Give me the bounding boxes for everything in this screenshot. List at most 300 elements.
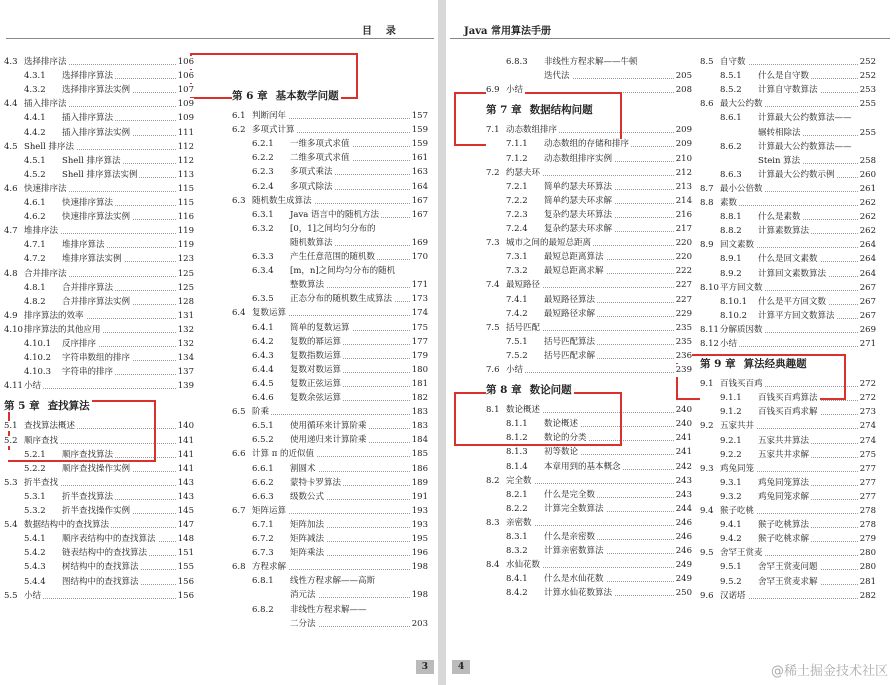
page-number: 3 (416, 660, 434, 674)
toc-entry-title: 最短路径 (506, 280, 541, 291)
toc-entry-number: 8.11 (700, 324, 719, 335)
toc-entry-title: 什么是水仙花数 (544, 574, 604, 585)
toc-entry-number: 4.7.2 (24, 254, 46, 265)
toc-page-number: 191 (411, 491, 428, 502)
toc-entry (232, 463, 428, 476)
toc-entry-number: 8.5.1 (720, 71, 742, 82)
toc-page-number: 235 (675, 322, 692, 333)
toc-entry-number: 4.11 (4, 381, 23, 392)
toc-entry (4, 141, 194, 154)
toc-page-number: 255 (859, 127, 876, 138)
toc-entry-title: 选择排序法 (24, 57, 67, 67)
toc-entry-title: 字符串数组的排序 (62, 353, 131, 364)
toc-entry-number: 8.6.1 (720, 113, 742, 124)
toc-entry-number: 8.4.1 (506, 574, 528, 585)
toc-entry-number: 4.8.1 (24, 282, 46, 293)
toc-page-number: 246 (675, 517, 692, 528)
toc-entry-number: 6.4.6 (252, 393, 274, 403)
toc-entry (232, 519, 428, 532)
toc-entry (4, 380, 194, 393)
toc-entry-number: 9.5 (700, 548, 714, 559)
toc-page-number: 243 (675, 475, 692, 486)
toc-page-number: 182 (411, 393, 428, 403)
toc-entry-title: 查找算法 (47, 400, 90, 413)
toc-entry (4, 310, 194, 323)
toc-entry-title: 百钱买百鸡 (720, 379, 763, 390)
toc-entry-title: 平方回文数 (720, 282, 763, 293)
toc-entry-number: 4.6.1 (24, 198, 46, 208)
toc-entry (4, 84, 194, 97)
toc-entry (486, 279, 692, 292)
toc-entry-number: 7.3.1 (506, 252, 528, 263)
toc-entry-title: Java 语言中的随机方法 (290, 209, 380, 220)
toc-page-number: 147 (177, 520, 194, 531)
toc-page-number: 174 (411, 308, 428, 319)
toc-page-number: 167 (411, 195, 428, 206)
toc-entry (700, 282, 876, 295)
book-gutter (438, 0, 446, 685)
toc-entry-title: 非线性方程求解—— (290, 604, 367, 615)
toc-entry-title: 矩阵加法 (290, 519, 325, 530)
toc-entry-title: 选择排序算法 (62, 71, 114, 82)
toc-page-number: 209 (675, 125, 692, 136)
toc-entry (486, 181, 692, 194)
toc-page-number: 132 (177, 339, 194, 349)
toc-entry-title: 非线性方程求解——牛顿 (544, 57, 638, 67)
toc-entry (232, 237, 428, 250)
toc-entry-title: 插入排序法 (24, 99, 67, 110)
toc-entry-title: 鸡兔同笼求解 (758, 491, 810, 502)
toc-entry (700, 56, 876, 69)
toc-entry-number: 8.4.2 (506, 588, 528, 599)
toc-entry-title: 动态数组的存储和排序 (544, 139, 630, 150)
toc-entry-number: 9.3.1 (720, 477, 742, 488)
toc-entry-title: 数论概述 (544, 419, 579, 430)
toc-entry (4, 477, 194, 490)
toc-entry-title: 合并排序算法 (62, 282, 114, 293)
toc-entry-title: 堆排序法 (24, 226, 59, 237)
toc-entry (232, 420, 428, 433)
toc-entry-title: 一维多项式求值 (290, 139, 350, 150)
toc-entry (486, 56, 692, 69)
toc-entry-title: 数论问题 (529, 384, 572, 397)
toc-page-number: 179 (411, 350, 428, 361)
toc-entry-title: 产生任意范围的随机数 (290, 252, 376, 262)
toc-entry-title: [m，n]之间均匀分布的随机 (290, 266, 396, 277)
toc-entry (700, 463, 876, 476)
toc-entry (486, 517, 692, 530)
toc-entry-title: 数论的分类 (544, 433, 587, 444)
toc-entry-number: 7.2.1 (506, 181, 528, 192)
toc-entry-number: 7.3.2 (506, 266, 528, 277)
toc-page-number: 159 (411, 125, 428, 136)
toc-entry-title: 矩阵乘法 (290, 548, 325, 559)
toc-entry-title: 简单约瑟夫环算法 (544, 181, 613, 192)
toc-entry-title: 消元法 (290, 590, 316, 601)
toc-entry-number: 6.4.1 (252, 322, 274, 333)
toc-entry (232, 491, 428, 504)
toc-entry-number: 第 8 章 (486, 384, 522, 397)
toc-entry-number: 8.9.2 (720, 268, 742, 279)
toc-page-number: 161 (411, 153, 428, 164)
toc-page-number: 156 (177, 576, 194, 587)
toc-entry-title: 顺序查找算法 (62, 449, 114, 460)
toc-entry-number: 9.4.1 (720, 520, 742, 531)
toc-page-number: 115 (177, 198, 194, 208)
toc-page-number: 246 (675, 546, 692, 557)
toc-entry (232, 166, 428, 179)
toc-entry (700, 477, 876, 490)
toc-entry-title: 五家共井算法 (758, 435, 810, 446)
toc-entry-title: 舍罕王赏麦 (720, 548, 763, 559)
toc-entry-number: 6.1 (232, 111, 246, 121)
toc-page-number: 171 (411, 280, 428, 291)
toc-page-number: 212 (675, 167, 692, 178)
toc-entry-number: 6.4.5 (252, 378, 274, 389)
toc-entry-title: 二分法 (290, 618, 316, 629)
toc-entry (486, 489, 692, 502)
toc-entry (486, 237, 692, 250)
toc-entry-title: 二维多项式求值 (290, 153, 350, 164)
toc-entry-title: 字符串的排序 (62, 367, 114, 378)
header-rule (450, 38, 890, 39)
toc-entry (4, 169, 194, 182)
toc-entry (700, 449, 876, 462)
toc-page-number: 267 (859, 310, 876, 321)
header-rule (6, 38, 434, 39)
toc-entry-title: 割圆术 (290, 463, 316, 474)
toc-entry-number: 8.1.4 (506, 461, 528, 472)
toc-page-number: 198 (411, 590, 428, 601)
toc-entry (486, 70, 692, 83)
toc-entry-title: 最短路径求解 (544, 308, 596, 319)
toc-entry (486, 503, 692, 516)
toc-entry-number: 6.4.2 (252, 336, 274, 347)
toc-entry-number: 4.10 (4, 324, 23, 335)
toc-entry-title: 小结 (720, 339, 738, 349)
toc-entry-number: 7.2 (486, 167, 500, 178)
toc-entry (4, 296, 194, 309)
toc-entry-title: 亲密数 (506, 517, 532, 528)
toc-entry-number: 7.5.2 (506, 350, 528, 361)
toc-page-number: 148 (177, 534, 194, 545)
toc-entry-number: 8.8 (700, 198, 714, 208)
toc-page-number: 209 (675, 139, 692, 150)
toc-page-number: 109 (177, 113, 194, 124)
toc-entry (700, 435, 876, 448)
toc-entry-number: 5.2 (4, 435, 18, 446)
toc-entry-number: 6.5 (232, 407, 246, 418)
toc-page-number: 262 (859, 212, 876, 223)
toc-entry-number: 8.3 (486, 517, 500, 528)
toc-entry-number: 6.7.3 (252, 548, 274, 559)
toc-entry-title: 快速排序算法实例 (62, 212, 131, 223)
toc-page-number: 273 (859, 407, 876, 418)
toc-entry (4, 505, 194, 518)
toc-entry (486, 138, 692, 151)
toc-entry-title: 计算最大公约数算法—— (758, 141, 852, 152)
toc-entry (700, 253, 876, 266)
toc-page-number: 262 (859, 198, 876, 208)
toc-page-number: 181 (411, 378, 428, 389)
toc-entry (232, 477, 428, 490)
left-page-header: 目 录 (362, 26, 396, 37)
toc-entry (700, 561, 876, 574)
toc-entry-title: 括号匹配算法 (544, 336, 596, 347)
toc-page-number: 241 (675, 433, 692, 444)
toc-entry-number: 8.4 (486, 560, 500, 571)
right-page (446, 0, 896, 685)
toc-entry (486, 475, 692, 488)
toc-page-number: 274 (859, 421, 876, 432)
toc-entry-number: 4.10.3 (24, 367, 52, 378)
toc-page-number: 106 (177, 71, 194, 82)
toc-entry-title: 折半查找算法 (62, 491, 114, 502)
toc-page-number: 222 (675, 266, 692, 277)
toc-entry-number: 5.3 (4, 477, 18, 488)
toc-entry-title: 猴子吃桃 (720, 506, 755, 516)
toc-entry-number: 9.5.2 (720, 576, 742, 587)
toc-entry (4, 463, 194, 476)
toc-entry-number: 8.7 (700, 183, 714, 194)
toc-page-number: 115 (177, 183, 194, 194)
toc-entry (486, 559, 692, 572)
toc-page-number: 112 (177, 155, 194, 166)
toc-chapter-heading (232, 88, 428, 104)
toc-page-number: 282 (859, 590, 876, 601)
toc-entry (700, 225, 876, 238)
toc-entry-number: 7.1.2 (506, 153, 528, 164)
left-page (0, 0, 438, 685)
toc-entry (700, 406, 876, 419)
toc-entry-number: 8.5 (700, 57, 714, 67)
toc-entry-title: 舍罕王赏麦求解 (758, 576, 818, 587)
toc-entry (700, 310, 876, 323)
toc-entry-title: 什么是亲密数 (544, 532, 596, 542)
toc-page-number: 220 (675, 252, 692, 263)
toc-entry (4, 352, 194, 365)
toc-entry-number: 6.7.1 (252, 519, 274, 530)
toc-entry-title: Shell 排序算法实例 (62, 169, 138, 180)
toc-entry-title: 排序算法的效率 (24, 310, 84, 321)
toc-entry-number: 4.6 (4, 183, 18, 194)
toc-entry (4, 239, 194, 252)
toc-page-number: 189 (411, 477, 428, 488)
toc-page-number: 250 (675, 588, 692, 599)
toc-page-number: 183 (411, 407, 428, 418)
toc-entry-title: 百钱买百鸡算法 (758, 393, 818, 404)
toc-entry-title: 复数指数运算 (290, 350, 342, 361)
toc-entry (232, 279, 428, 292)
toc-entry-number: 6.2 (232, 125, 246, 136)
toc-page-number: 243 (675, 489, 692, 500)
toc-entry-title: 判断闰年 (252, 111, 287, 121)
toc-page-number: 278 (859, 506, 876, 516)
toc-entry-title: 小结 (24, 590, 42, 601)
toc-page-number: 236 (675, 350, 692, 361)
toc-page-number: 227 (675, 280, 692, 291)
toc-page-number: 277 (859, 463, 876, 474)
toc-page-number: 244 (675, 503, 692, 514)
toc-entry-number: 7.1.1 (506, 139, 528, 150)
toc-page-number: 141 (177, 435, 194, 446)
toc-entry-number: 5.2.2 (24, 463, 46, 474)
toc-page-number: 137 (177, 367, 194, 378)
toc-entry (486, 531, 692, 544)
toc-entry (700, 590, 876, 603)
toc-entry (232, 209, 428, 222)
toc-page-number: 240 (675, 405, 692, 416)
toc-entry-title: 汉诺塔 (720, 590, 746, 601)
toc-entry (232, 618, 428, 631)
toc-entry (4, 127, 194, 140)
toc-entry (232, 533, 428, 546)
toc-entry-number: 5.3.1 (24, 491, 46, 502)
toc-entry (232, 406, 428, 419)
toc-entry-title: 合并排序法 (24, 268, 67, 279)
toc-entry-number: 6.6.1 (252, 463, 274, 474)
toc-page-number: 229 (675, 308, 692, 319)
toc-entry (232, 138, 428, 151)
toc-entry (486, 153, 692, 166)
toc-entry (700, 519, 876, 532)
toc-entry-number: 4.5.2 (24, 169, 46, 180)
toc-entry-title: 顺序表结构中的查找算法 (62, 534, 156, 545)
toc-page-number: 107 (177, 85, 194, 96)
toc-entry-number: 6.9 (486, 85, 500, 96)
toc-entry-title: 复杂约瑟夫环算法 (544, 209, 613, 220)
toc-entry (232, 152, 428, 165)
toc-page-number: 255 (859, 99, 876, 110)
toc-entry-number: 7.6 (486, 365, 500, 375)
toc-entry-title: 最小公倍数 (720, 183, 763, 194)
toc-page-number: 145 (177, 506, 194, 516)
toc-chapter-heading (486, 102, 692, 118)
toc-page-number: 277 (859, 477, 876, 488)
toc-entry-number: 6.2.4 (252, 181, 274, 192)
toc-page-number: 275 (859, 449, 876, 460)
toc-entry-title: 树结构中的查找算法 (62, 562, 139, 573)
toc-entry-number: 6.3 (232, 195, 246, 206)
toc-entry (700, 70, 876, 83)
toc-page-number: 163 (411, 167, 428, 178)
toc-entry (232, 604, 428, 617)
toc-entry-number: 7.3 (486, 238, 500, 249)
toc-entry-number: 6.5.1 (252, 421, 274, 432)
toc-entry (700, 141, 876, 154)
toc-entry (700, 197, 876, 210)
toc-entry-title: 堆排序算法实例 (62, 254, 122, 265)
toc-entry-number: 6.3.2 (252, 223, 274, 234)
toc-entry-title: 折半查找 (24, 477, 59, 488)
toc-entry (232, 589, 428, 602)
toc-entry-title: 数据结构问题 (529, 104, 593, 117)
toc-entry-number: 第 5 章 (4, 400, 40, 413)
toc-page-number: 217 (675, 224, 692, 234)
toc-entry-title: 初等数论 (544, 447, 579, 458)
toc-entry (232, 364, 428, 377)
toc-entry-number: 8.9.1 (720, 254, 742, 265)
toc-entry-number: 6.6 (232, 449, 246, 460)
toc-entry-title: 复数正弦运算 (290, 378, 342, 389)
toc-entry-title: 最大公约数 (720, 99, 763, 110)
toc-page-number: 141 (177, 449, 194, 460)
toc-page-number: 272 (859, 393, 876, 404)
toc-entry-title: 动态数组排序实例 (544, 153, 613, 164)
toc-entry (486, 209, 692, 222)
toc-entry (4, 590, 194, 603)
toc-entry (700, 547, 876, 560)
toc-entry-title: 基本数学问题 (275, 90, 339, 102)
toc-entry (700, 84, 876, 97)
toc-entry-number: 5.4 (4, 520, 18, 531)
toc-entry-number: 4.7 (4, 226, 18, 237)
toc-entry-title: 鸡兔同笼 (720, 463, 755, 474)
toc-entry-number: 9.4.2 (720, 534, 742, 545)
toc-page-number: 196 (411, 548, 428, 559)
toc-page-number: 214 (675, 195, 692, 206)
toc-entry (700, 268, 876, 281)
toc-entry-number: 7.2.4 (506, 224, 528, 234)
toc-entry-number: 4.4.2 (24, 127, 46, 138)
toc-entry-title: 百钱买百鸡求解 (758, 407, 818, 418)
toc-page-number: 184 (411, 435, 428, 446)
toc-entry-title: 选择排序算法实例 (62, 85, 131, 96)
toc-entry-title: 计算最大公约数算法—— (758, 113, 852, 124)
toc-entry-number: 8.6.2 (720, 141, 742, 152)
toc-entry (232, 265, 428, 278)
toc-entry-number: 第 9 章 (700, 358, 736, 371)
toc-entry (486, 573, 692, 586)
toc-page-number: 220 (675, 238, 692, 249)
toc-entry-number: 6.4.4 (252, 364, 274, 375)
toc-entry-title: 复数余弦运算 (290, 393, 342, 403)
toc-entry-title: 反序排序 (62, 339, 97, 349)
toc-page-number: 252 (859, 57, 876, 67)
toc-entry-number: 4.8 (4, 268, 18, 279)
toc-entry-number: 9.2.2 (720, 449, 742, 460)
toc-entry-title: 小结 (506, 85, 524, 96)
toc-entry-number: 8.2 (486, 475, 500, 486)
toc-entry-number: 7.5.1 (506, 336, 528, 347)
toc-entry-title: 算法经典趣题 (743, 358, 807, 371)
toc-entry (700, 505, 876, 518)
toc-page-number: 109 (177, 99, 194, 110)
toc-page-number: 227 (675, 294, 692, 305)
toc-entry-title: 猴子吃桃算法 (758, 520, 810, 531)
toc-page-number: 264 (859, 268, 876, 279)
toc-entry-title: 计算亲密数算法 (544, 546, 604, 557)
toc-page-number: 155 (177, 562, 194, 573)
toc-entry-number: 9.1.1 (720, 393, 742, 404)
toc-entry-number: 9.5.1 (720, 562, 742, 573)
toc-page-number: 112 (177, 141, 194, 152)
toc-page-number: 277 (859, 491, 876, 502)
toc-entry (486, 364, 692, 377)
toc-entry-title: [0，1]之间均匀分布的 (290, 223, 376, 234)
toc-entry (700, 338, 876, 351)
toc-entry-title: 使用递归来计算阶乘 (290, 435, 367, 446)
toc-page-number: 185 (411, 449, 428, 460)
toc-page-number: 119 (177, 226, 194, 237)
toc-entry (232, 322, 428, 335)
toc-entry-title: 复数运算 (252, 308, 287, 319)
toc-page-number: 195 (411, 534, 428, 544)
toc-page-number: 262 (859, 226, 876, 237)
toc-page-number: 131 (177, 310, 194, 321)
toc-entry-number: 6.2.1 (252, 139, 274, 150)
toc-page-number: 113 (177, 169, 194, 180)
